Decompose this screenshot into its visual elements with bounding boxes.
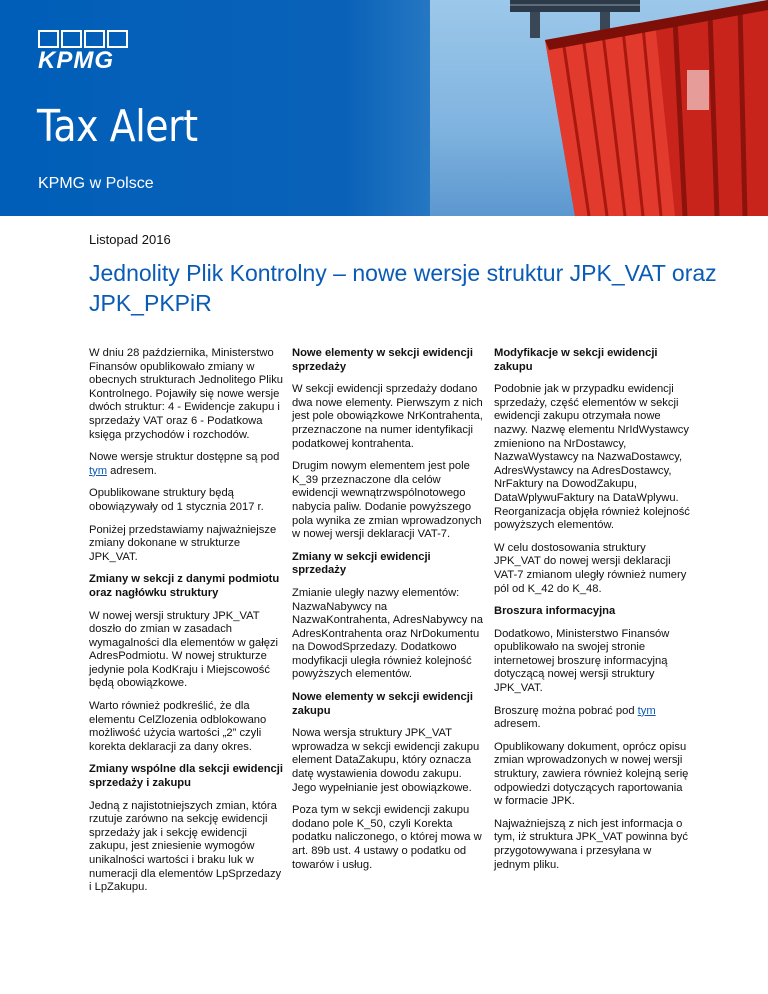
header-banner [0,0,768,216]
paragraph: Opublikowane struktury będą obowiązywały od 1 stycznia 2017 r. [89,487,264,513]
publication-title: Tax Alert [37,101,198,152]
paragraph: Poniżej przedstawiamy najważniejsze zmiany dokonane w strukturze JPK_VAT. [89,523,277,563]
paragraph: Zmianie uległy nazwy elementów: NazwaNabywcy na NazwaKontrahenta, AdresNabywcy na AdresKontrahenta oraz NrDokumentu na DowodSprzedazy. Dodatkowo modyfikacji uległa również kolejność powyższych elementów. [292,586,483,681]
structures-link[interactable]: tym [89,464,108,477]
article-title: Jednolity Plik Kontrolny – nowe wersje struktur JPK_VAT oraz JPK_PKPiR [89,260,717,316]
section-heading: Zmiany w sekcji ewidencji sprzedaży [292,550,431,577]
paragraph: Nowe wersje struktur dostępne są pod tym adresem. [89,451,280,477]
paragraph: Dodatkowo, Ministerstwo Finansów opublikowało na swojej stronie internetowej broszurę informacyjną dotyczącą nowej wersji struktury JPK_VAT. [494,627,670,695]
section-heading: Zmiany w sekcji z danymi podmiotu oraz nagłówku struktury [89,573,280,599]
kpmg-logo [38,30,134,76]
section-heading: Broszura informacyjna [494,605,616,618]
paragraph: W dniu 28 października, Ministerstwo Finansów opublikowało zmiany w obecnych strukturach Jednolitego Pliku Kontrolnego. Pojawiły się nowe wersje dwóch struktur: 4 - Ewidencje zakupu i sprzedaży VAT oraz 6 - Podatkowa księga przychodów i rozchodów. [89,347,284,441]
section-heading: Nowe elementy w sekcji ewidencji zakupu [292,691,473,717]
issue-date: Listopad 2016 [89,232,171,247]
paragraph: W nowej wersji struktury JPK_VAT doszło do zmian w zasadach wymagalności dla elementów w gałęzi AdresPodmiotu. W nowej strukturze jedynie pola KodKraju i Miejscowość będą obowiązkowe. [89,609,279,690]
paragraph: Podobnie jak w przypadku ewidencji sprzedaży, część elementów w sekcji ewidencji zakupu otrzymała nowe nazwy. Nazwę elementu NrIdWystawcy zmieniono na NrDostawcy, NazwaWystawcy na NazwaDostawcy, AdresWystawcy na AdresDostawcy, NrFaktury na DowodZakupu, DataWplywuFaktury na DataWplywu. Reorganizacja objęła również kolejność powyższych elementów. [494,383,690,532]
column-1 [89,347,285,904]
paragraph: W sekcji ewidencji sprzedaży dodano dwa nowe elementy. Pierwszym z nich jest pole obowiązkowe NrKontrahenta, przeznaczone na numer identyfikacji podatkowej kontrahenta. [292,383,483,450]
paragraph: Najważniejszą z nich jest informacja o tym, iż struktura JPK_VAT powinna być przygotowywana i przesyłana w jednym pliku. [494,817,688,871]
shipping-container-image [505,0,768,216]
column-3 [494,347,690,881]
section-heading: Nowe elementy w sekcji ewidencji sprzedaży [292,347,473,373]
logo-wordmark: KPMG [38,47,114,74]
paragraph: Opublikowany dokument, oprócz opisu zmian wprowadzonych w nowej wersji struktury, zawiera również kolejną serię odpowiedzi dotyczących raportowania w formacie JPK. [494,740,689,808]
paragraph: Nowa wersja struktury JPK_VAT wprowadza w sekcji ewidencji zakupu element DataZakupu, który oznacza datę wystawienia dowodu zakupu. Jego wypełnianie jest obowiązkowe. [292,727,480,794]
paragraph: Poza tym w sekcji ewidencji zakupu dodano pole K_50, czyli Korekta podatku naliczonego, o której mowa w art. 89b ust. 4 ustawy o podatku od towarów i usług. [292,804,482,871]
section-heading: Zmiany wspólne dla sekcji ewidencji sprzedaży i zakupu [89,763,283,790]
paragraph: W celu dostosowania struktury JPK_VAT do nowej wersji deklaracji VAT-7 zmianom uległy również numery pól od K_42 do K_48. [494,541,687,595]
paragraph: Drugim nowym elementem jest pole K_39 przeznaczone dla celów ewidencji wewnątrzwspólnotowego nabycia paliw. Dodanie powyższego pola wynika ze zmian wprowadzonych w nowej wersji deklaracji VAT-7. [292,460,482,541]
publication-subtitle: KPMG w Polsce [38,175,154,192]
column-2 [292,347,484,881]
paragraph: Broszurę można pobrać pod tym adresem. [494,704,656,731]
paragraph: Jedną z najistotniejszych zmian, która rzutuje zarówno na sekcję ewidencji sprzedaży jak i sekcję ewidencji zakupu, jest zniesienie wymogów unikalności wartości i braku luk w numeracji dla elementów LpSprzedazy i LpZakupu. [89,799,282,894]
paragraph: Warto również podkreślić, że dla elementu CelZlozenia odblokowano możliwość użycia wartości „2” czyli korekta deklaracji za dany okres. [89,700,267,753]
brochure-link[interactable]: tym [637,704,656,717]
section-heading: Modyfikacje w sekcji ewidencji zakupu [494,347,658,373]
